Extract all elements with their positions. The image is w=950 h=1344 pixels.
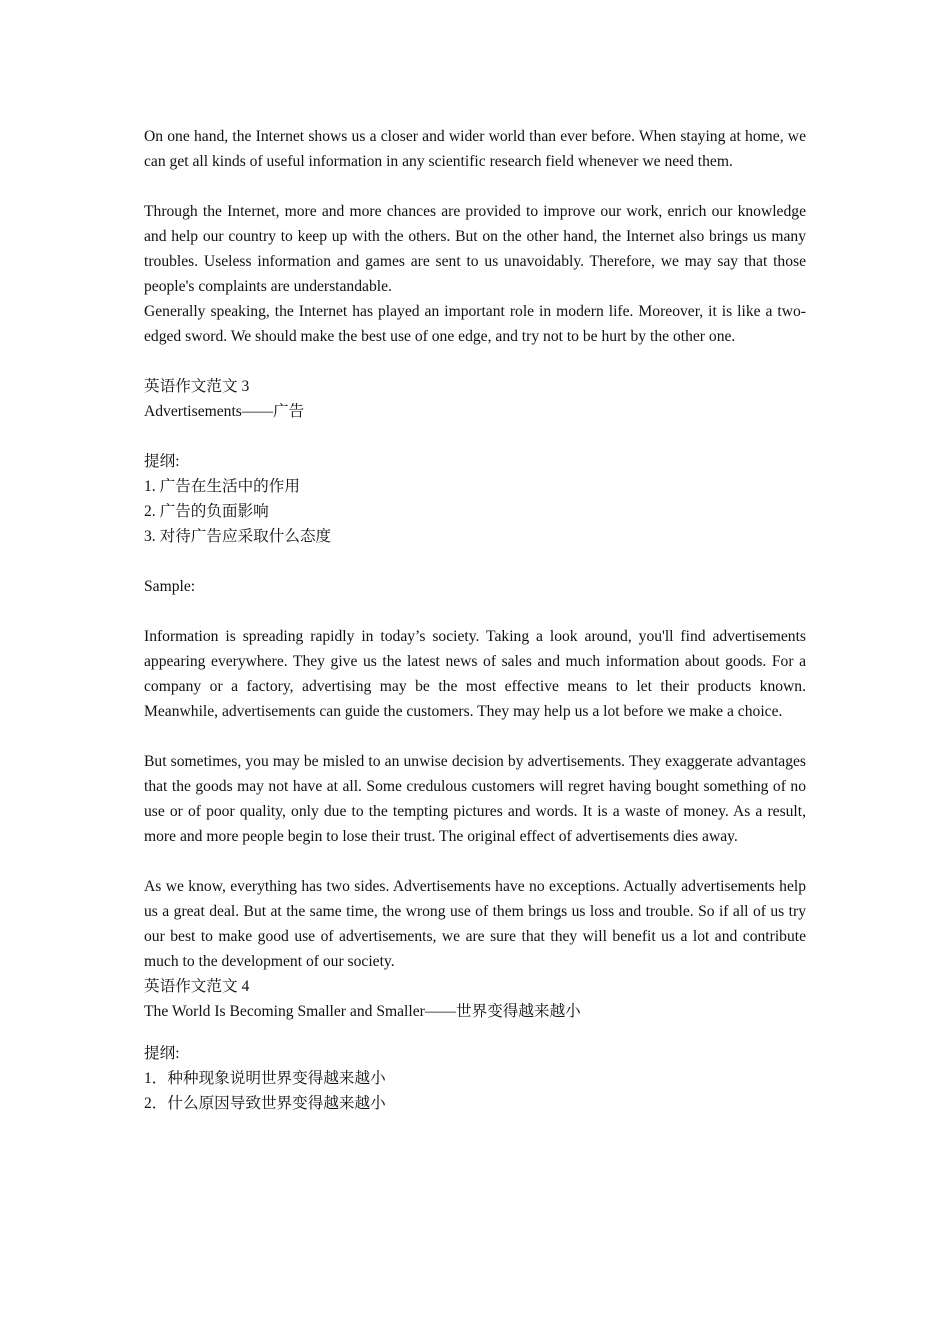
spacer [144,724,806,749]
essay3-paragraph-2: But sometimes, you may be misled to an unwise decision by advertisements. They exaggerate advantages that the goods may not have at all. Some credulous customers will regret having bought something of no use or of poor quality, only due to the tempting pictures and words. It is a waste of money. As a result, more and more people begin to lose their trust. The original effect of advertisements dies away. [144,753,806,845]
spacer [144,349,806,374]
spacer [144,424,806,449]
essay3-sample-label: Sample: [144,578,196,595]
essay3-outline-label: 提纲: [144,453,180,470]
essay2-paragraph-3: Generally speaking, the Internet has played an important role in modern life. Moreover, it is like a two-edged sword. We should make the best use of one edge, and try not to be hurt by the other one. [144,303,806,345]
essay4-title: The World Is Becoming Smaller and Smaller——世界变得越来越小 [144,1003,581,1020]
spacer [144,549,806,574]
spacer [144,174,806,199]
essay3-title: Advertisements——广告 [144,403,305,420]
spacer [144,849,806,874]
essay4-outline-item: 1．种种现象说明世界变得越来越小 [144,1070,386,1087]
essay3-heading: 英语作文范文 3 [144,378,250,395]
essay4-outline-item: 2．什么原因导致世界变得越来越小 [144,1095,386,1112]
essay4-heading: 英语作文范文 4 [144,978,250,995]
essay3-outline-item: 2. 广告的负面影响 [144,503,269,520]
essay2-paragraph-1: On one hand, the Internet shows us a closer and wider world than ever before. When staying at home, we can get all kinds of useful information in any scientific research field whenever we need them. [144,128,806,170]
essay3-paragraph-1: Information is spreading rapidly in today’s society. Taking a look around, you'll find advertisements appearing everywhere. They give us the latest news of sales and much information about goods. For a company or a factory, advertising may be the most effective means to let their products known. Meanwhile, advertisements can guide the customers. They may help us a lot before we make a choice. [144,628,806,720]
spacer [144,599,806,624]
essay3-paragraph-3: As we know, everything has two sides. Advertisements have no exceptions. Actually advertisements help us a great deal. But at the same time, the wrong use of them brings us loss and trouble. So if all of us try our best to make good use of advertisements, we are sure that they will benefit us a lot and contribute much to the development of our society. [144,878,806,970]
essay2-paragraph-2: Through the Internet, more and more chances are provided to improve our work, enrich our knowledge and help our country to keep up with the others. But on the other hand, the Internet also brings us many troubles. Useless information and games are sent to us unavoidably. Therefore, we may say that those people's complaints are understandable. [144,203,806,295]
document-page [144,124,806,1116]
essay4-outline-label: 提纲: [144,1045,180,1062]
spacer [144,1024,806,1041]
essay3-outline-item: 3. 对待广告应采取什么态度 [144,528,332,545]
essay3-outline-item: 1. 广告在生活中的作用 [144,478,300,495]
